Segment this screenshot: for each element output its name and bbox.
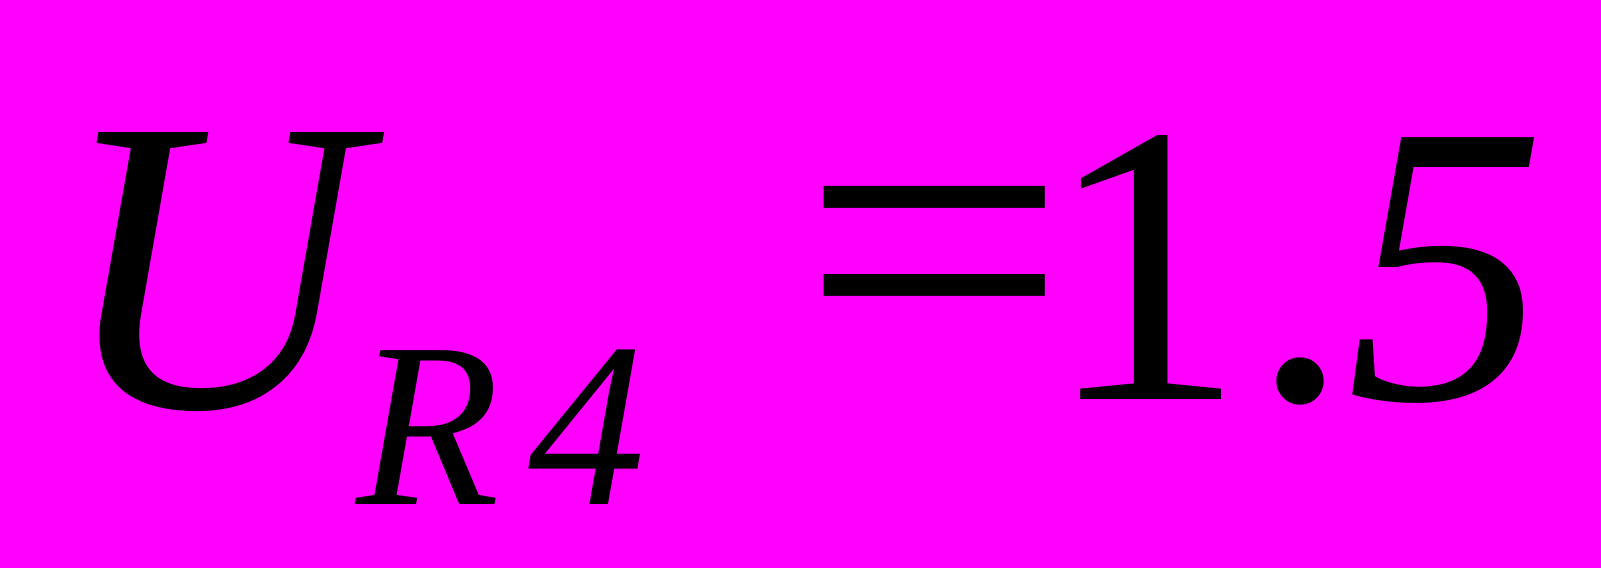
equals-sign: =	[800, 0, 1069, 483]
decimal-point-icon: .	[1250, 43, 1350, 486]
formula-variable: U	[58, 33, 362, 498]
formula-subscript: R4	[356, 295, 674, 555]
value-integer-part: 1	[1045, 43, 1245, 486]
value-fraction-part: 5	[1346, 43, 1546, 486]
